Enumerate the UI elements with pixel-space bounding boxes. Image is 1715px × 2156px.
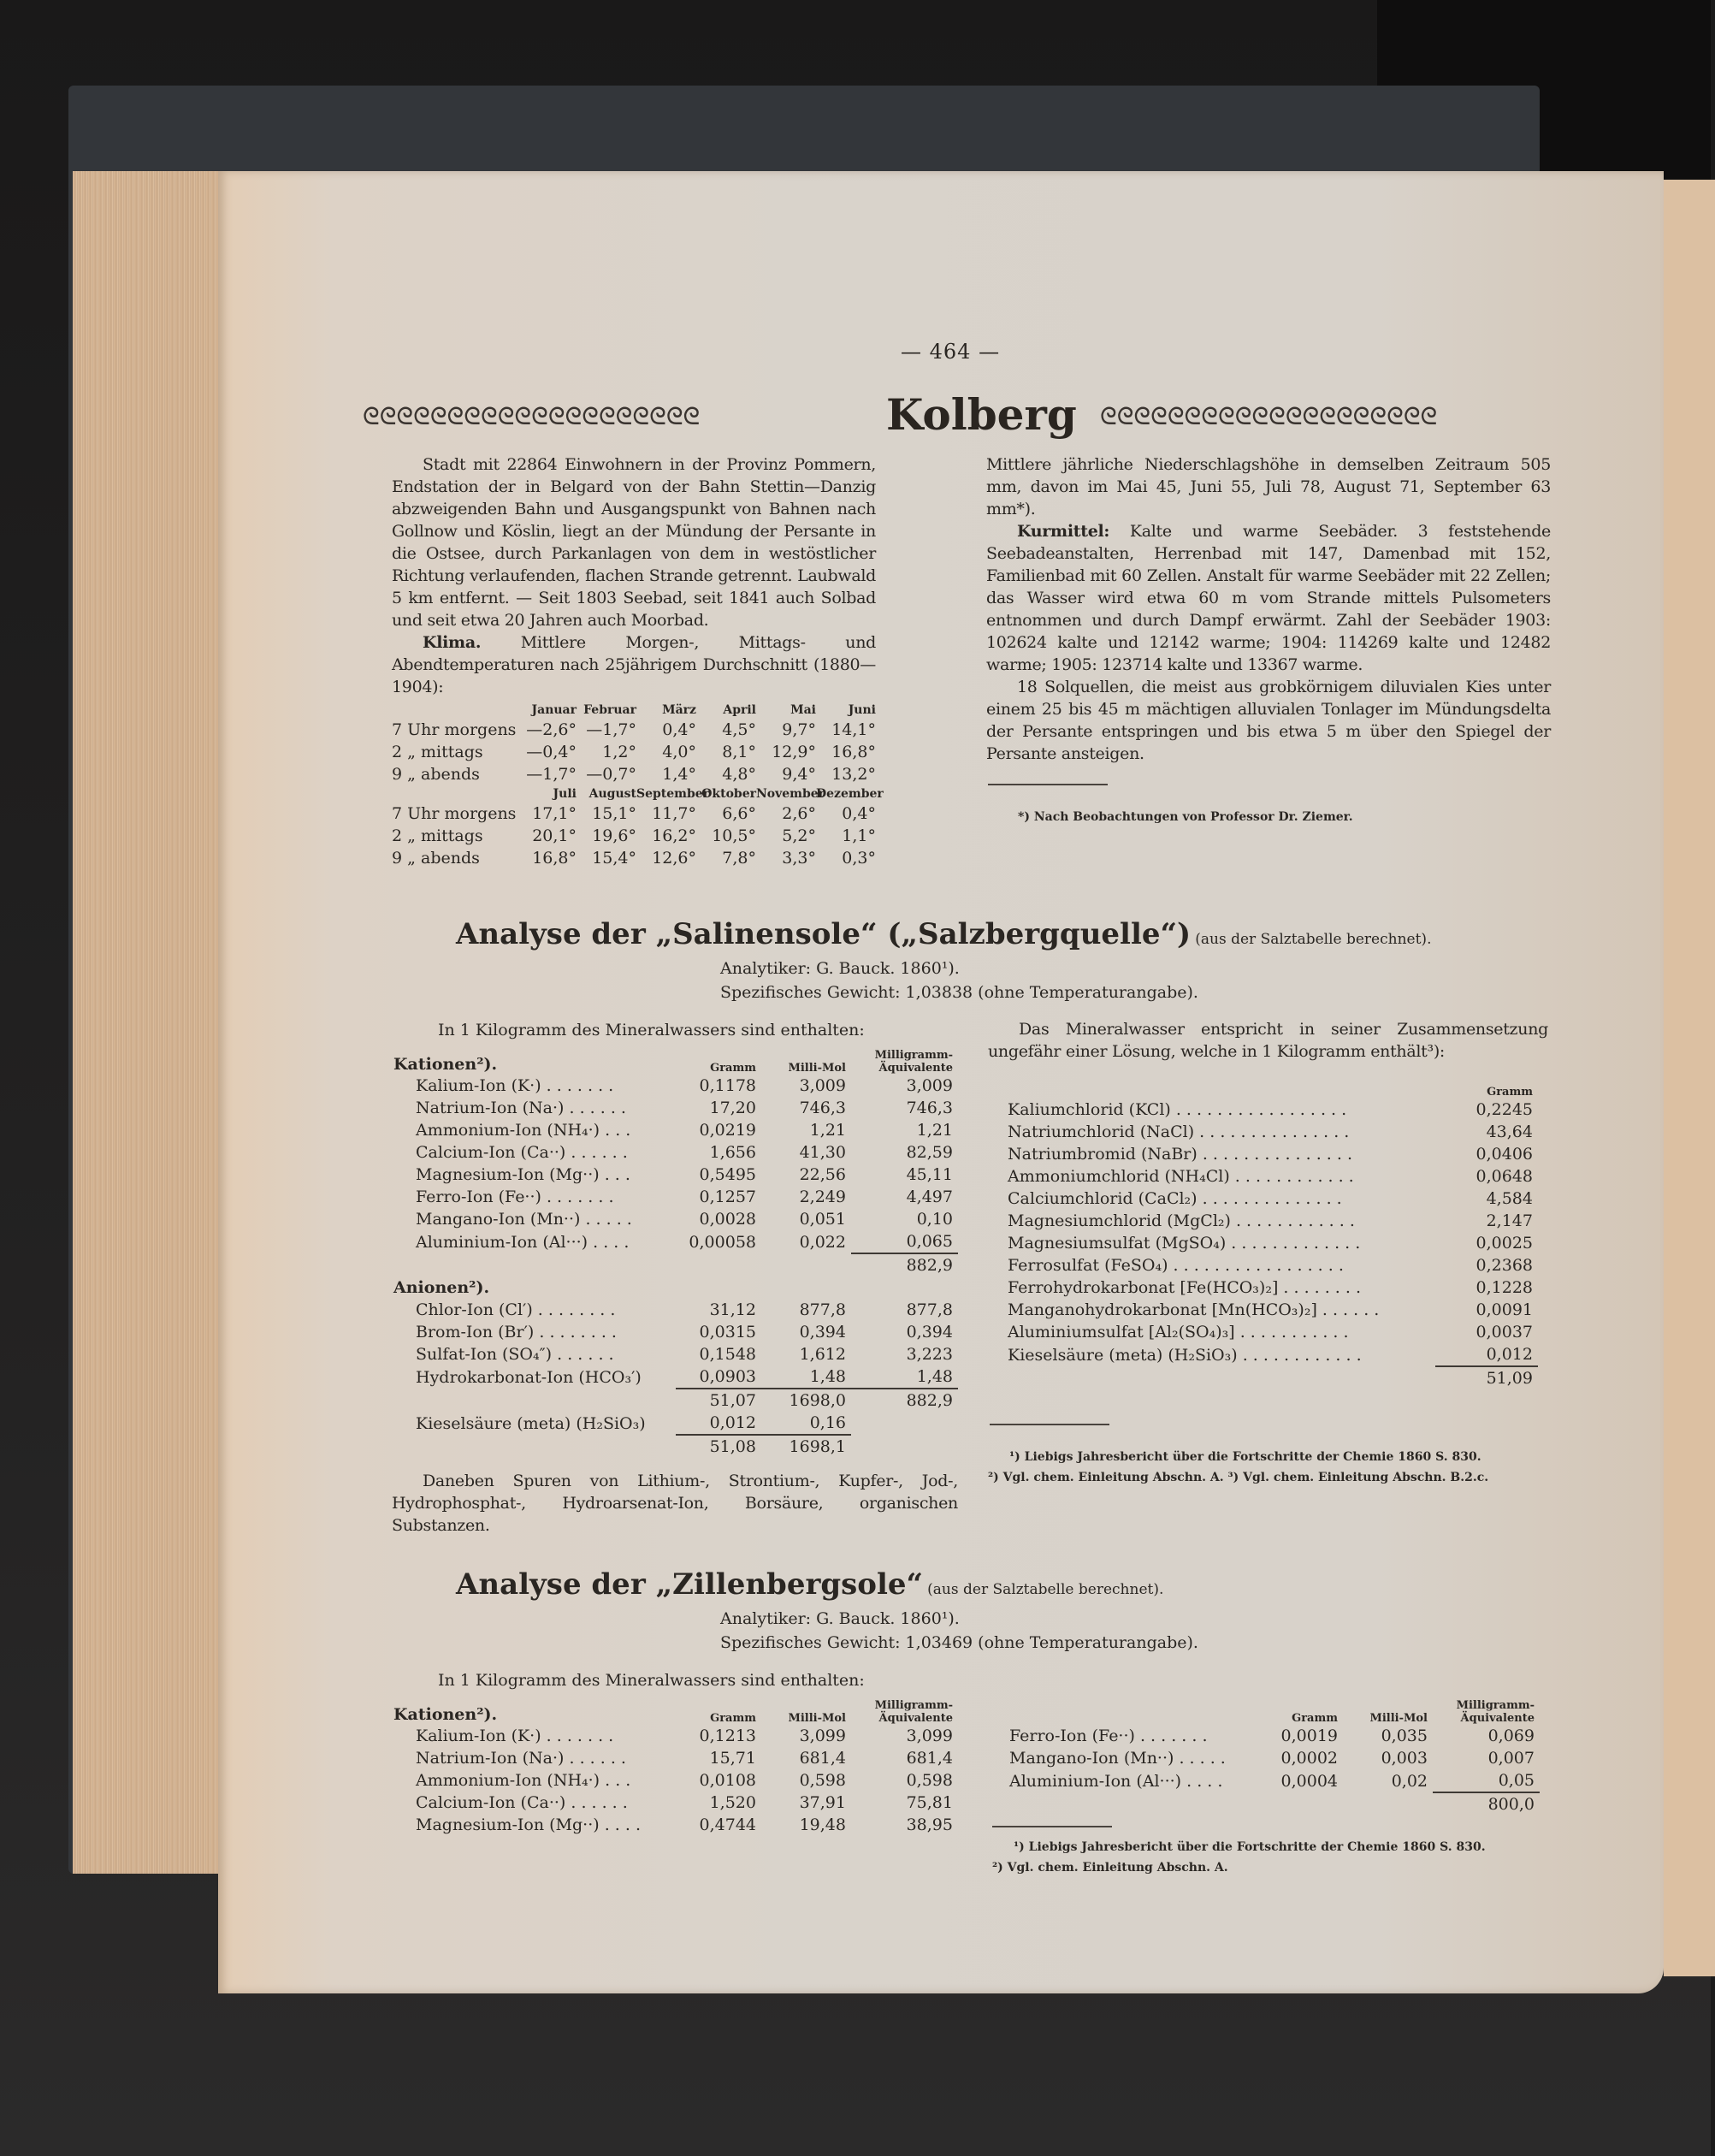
sum-spacer — [1343, 1792, 1433, 1815]
ion-name: Chlor-Ion (Cl′) . . . . . . . . — [416, 1300, 616, 1319]
analyse2-intro: In 1 Kilogramm des Mineralwassers sind enthalten: — [438, 1671, 865, 1690]
total-row — [393, 1435, 958, 1458]
time-label: 2 „ mittags — [392, 826, 483, 845]
temperature-value: —1,7° — [526, 765, 577, 784]
header-millimol: Milli-Mol — [1369, 1712, 1428, 1725]
temperature-value: 16,8° — [831, 743, 876, 761]
temperature-value: 12,6° — [652, 849, 696, 868]
temperature-value: 4,5° — [722, 720, 756, 739]
total-mmol: 1698,1 — [761, 1435, 851, 1458]
header-millimol: Milli-Mol — [788, 1062, 846, 1075]
city-details — [986, 453, 1551, 765]
salt-gramm: 0,0091 — [1475, 1300, 1533, 1319]
value-gramm: 31,12 — [709, 1300, 756, 1319]
salt-row — [1008, 1121, 1538, 1143]
ion-row — [393, 1747, 958, 1769]
analyse1-footnote-1: ¹) Liebigs Jahresbericht über die Fortschritte der Chemie 1860 S. 830. — [1009, 1450, 1481, 1464]
temperature-row — [392, 719, 876, 741]
temperature-value: —0,4° — [526, 743, 577, 761]
salt-gramm: 0,2368 — [1475, 1256, 1533, 1275]
analyse2-ion-table-left — [393, 1694, 958, 1836]
value-gramm: 0,00058 — [689, 1232, 756, 1252]
ion-name: Magnesium-Ion (Mg··) . . . — [416, 1165, 630, 1184]
temperature-value: 7,8° — [722, 849, 756, 868]
ion-name: Ferro-Ion (Fe··) . . . . . . . — [1009, 1727, 1208, 1745]
temperature-row — [392, 825, 876, 847]
ion-name: Kalium-Ion (K·) . . . . . . . — [416, 1076, 614, 1095]
temperature-value: 16,8° — [532, 849, 577, 868]
value-millimol: 3,009 — [799, 1076, 846, 1095]
sum-spacer — [1257, 1792, 1343, 1815]
month-header: Februar — [583, 703, 636, 717]
row-label-spacer — [392, 702, 517, 719]
klima-paragraph — [392, 631, 876, 698]
column-header-row — [393, 1044, 958, 1075]
value-mval: 681,4 — [906, 1749, 953, 1768]
salt-row — [1008, 1232, 1538, 1254]
value-gramm: 0,0028 — [699, 1210, 756, 1229]
temperature-value: 15,4° — [592, 849, 636, 868]
value-millimol: 22,56 — [799, 1165, 846, 1184]
ion-name: Calcium-Ion (Ca··) . . . . . . — [416, 1143, 628, 1162]
value-gramm: 15,71 — [709, 1749, 756, 1768]
value-gramm: 0,0108 — [699, 1771, 756, 1790]
value-gramm: 0,5495 — [699, 1165, 756, 1184]
temperature-value: 11,7° — [652, 804, 696, 823]
value-millimol: 0,02 — [1391, 1771, 1428, 1791]
analyse2-analytiker: Analytiker: G. Bauck. 1860¹). — [720, 1609, 960, 1628]
value-mval: 82,59 — [906, 1143, 953, 1162]
salt-row — [1008, 1343, 1538, 1366]
temperature-value: 4,0° — [662, 743, 696, 761]
temperature-row — [392, 803, 876, 825]
salt-row — [1008, 1165, 1538, 1188]
header-gramm: Gramm — [1292, 1712, 1338, 1725]
ion-row — [393, 1321, 958, 1343]
total-mval: 882,9 — [851, 1389, 958, 1412]
temperature-value: 4,8° — [722, 765, 756, 784]
salt-name: Ferrohydrokarbonat [Fe(HCO₃)₂] . . . . . . . . — [1008, 1278, 1361, 1297]
time-label: 9 „ abends — [392, 849, 480, 868]
value-millimol: 41,30 — [799, 1143, 846, 1162]
analyse1-title: Analyse der „Salinensole“ („Salzbergquelle“) — [456, 917, 1192, 951]
temperature-value: 8,1° — [722, 743, 756, 761]
temperature-value: 1,4° — [662, 765, 696, 784]
salt-row — [1008, 1143, 1538, 1165]
value-gramm: 0,1178 — [699, 1076, 756, 1095]
ion-row — [393, 1097, 958, 1119]
salt-row — [1008, 1321, 1538, 1343]
sum-mval: 882,9 — [851, 1253, 958, 1276]
header-mval: Milligramm-Äquivalente — [1456, 1699, 1535, 1725]
salt-name: Kaliumchlorid (KCl) . . . . . . . . . . . . . . . . . — [1008, 1100, 1347, 1119]
rain-paragraph: Mittlere jährliche Niederschlagshöhe in demselben Zeitraum 505 mm, davon im Mai 45, Juni 55, Juli 78, August 71, September 63 mm*). — [986, 455, 1551, 518]
analyse2-gewicht: Spezifisches Gewicht: 1,03469 (ohne Temperaturangabe). — [720, 1633, 1198, 1652]
sum-spacer — [393, 1389, 676, 1412]
value-mval: 877,8 — [906, 1300, 953, 1319]
salt-total: 51,09 — [1435, 1366, 1538, 1389]
total-mmol: 1698,0 — [761, 1389, 851, 1412]
salt-gramm: 0,2245 — [1475, 1100, 1533, 1119]
header-mval: Milligramm-Äquivalente — [874, 1699, 953, 1725]
month-header: Januar — [531, 703, 577, 717]
value-millimol: 0,051 — [799, 1210, 846, 1229]
salt-total-row — [1008, 1366, 1538, 1389]
ion-name: Brom-Ion (Br′) . . . . . . . . — [416, 1323, 617, 1342]
column-header-row — [393, 1694, 958, 1725]
value-millimol: 1,612 — [799, 1345, 846, 1364]
analyse1-footnote-2: ²) Vgl. chem. Einleitung Abschn. A. ³) Vgl. chem. Einleitung Abschn. B.2.c. — [988, 1471, 1489, 1484]
value-millimol: 0,035 — [1381, 1727, 1428, 1745]
temperature-value: 13,2° — [831, 765, 876, 784]
temperature-value: —0,7° — [586, 765, 636, 784]
month-header-row — [392, 785, 876, 803]
salt-name: Manganohydrokarbonat [Mn(HCO₃)₂] . . . . . . — [1008, 1300, 1380, 1319]
value-gramm: 0,0903 — [699, 1367, 756, 1386]
salt-name: Magnesiumsulfat (MgSO₄) . . . . . . . . . . . . . — [1008, 1234, 1361, 1253]
ion-row — [393, 1208, 958, 1230]
month-header: Oktober — [701, 787, 756, 801]
ion-row — [393, 1186, 958, 1208]
ion-row — [393, 1119, 958, 1141]
time-label: 2 „ mittags — [392, 743, 483, 761]
row-label-spacer — [392, 785, 517, 803]
total-g: 51,07 — [676, 1389, 761, 1412]
value-mval: 0,05 — [1498, 1771, 1535, 1790]
sum-spacer — [393, 1435, 676, 1458]
salt-gramm: 0,012 — [1486, 1345, 1533, 1364]
value-mval: 4,497 — [906, 1188, 953, 1206]
ion-name: Natrium-Ion (Na·) . . . . . . — [416, 1749, 626, 1768]
spacer — [851, 1412, 958, 1435]
salt-row — [1008, 1299, 1538, 1321]
salt-name: Ferrosulfat (FeSO₄) . . . . . . . . . . . . . . . . . — [1008, 1256, 1344, 1275]
sum-spacer — [761, 1253, 851, 1276]
salt-row — [1008, 1099, 1538, 1121]
value-millimol: 877,8 — [799, 1300, 846, 1319]
temperature-value: 5,2° — [782, 826, 816, 845]
value-millimol: 681,4 — [799, 1749, 846, 1768]
temperature-value: 0,4° — [842, 804, 876, 823]
climate-table — [392, 702, 884, 869]
sum-row — [1009, 1792, 1540, 1815]
ion-row — [393, 1230, 958, 1253]
spacer — [851, 1435, 958, 1458]
salt-gramm: 43,64 — [1486, 1122, 1533, 1141]
value-gramm: 0,012 — [709, 1413, 756, 1432]
value-gramm: 1,520 — [709, 1793, 756, 1812]
salt-header-row — [1008, 1068, 1538, 1099]
temperature-value: 14,1° — [831, 720, 876, 739]
header-spacer — [1009, 1694, 1257, 1725]
value-millimol: 1,48 — [809, 1367, 846, 1386]
header-gramm: Gramm — [1487, 1086, 1533, 1099]
value-gramm: 0,1213 — [699, 1727, 756, 1745]
ion-name: Hydrokarbonat-Ion (HCO₃′) — [416, 1367, 642, 1387]
analyse1-analytiker: Analytiker: G. Bauck. 1860¹). — [720, 959, 960, 978]
footnote-rule — [988, 784, 1108, 785]
sum-spacer — [393, 1253, 676, 1276]
ion-row — [393, 1365, 958, 1389]
value-gramm: 0,0315 — [699, 1323, 756, 1342]
value-gramm: 0,0219 — [699, 1121, 756, 1140]
ion-row — [393, 1164, 958, 1186]
total-g: 51,08 — [676, 1435, 761, 1458]
ion-name: Ammonium-Ion (NH₄·) . . . — [416, 1121, 631, 1140]
value-millimol: 746,3 — [799, 1099, 846, 1117]
month-header: Dezember — [816, 787, 884, 801]
temperature-value: 1,1° — [842, 826, 876, 845]
city-footnote: *) Nach Beobachtungen von Professor Dr. Ziemer. — [1018, 810, 1353, 824]
intro-paragraph: Stadt mit 22864 Einwohnern in der Provinz Pommern, Endstation der in Belgard von der Bahn Stettin—Danzig abzweigenden Bahn und Ausgangspunkt von Bahnen nach Gollnow und Köslin, liegt an der Mündung der Persante in die Ostsee, durch Parkanlagen von dem in westöstlicher Richtung verlaufenden, flachen Strande getrennt. Laubwald 5 km entfernt. — Seit 1803 Seebad, seit 1841 auch Solbad und seit etwa 20 Jahren auch Moorbad. — [392, 455, 876, 630]
temperature-value: 9,4° — [782, 765, 816, 784]
ion-row — [393, 1792, 958, 1814]
month-header: September — [636, 787, 710, 801]
ion-row — [1009, 1747, 1540, 1769]
value-millimol: 0,598 — [799, 1771, 846, 1790]
kurmittel-paragraph — [986, 520, 1551, 676]
month-header: April — [723, 703, 756, 717]
group-label: Anionen²). — [393, 1278, 490, 1297]
value-mval: 75,81 — [906, 1793, 953, 1812]
sum-spacer — [1009, 1792, 1257, 1815]
temperature-value: 0,3° — [842, 849, 876, 868]
salt-gramm: 4,584 — [1486, 1189, 1533, 1208]
salt-name: Calciumchlorid (CaCl₂) . . . . . . . . . . . . . . — [1008, 1189, 1342, 1208]
ion-name: Aluminium-Ion (Al···) . . . . — [416, 1232, 630, 1252]
value-mval: 0,598 — [906, 1771, 953, 1790]
value-mval: 0,007 — [1487, 1749, 1535, 1768]
month-header: Juni — [848, 703, 876, 717]
ion-name: Mangano-Ion (Mn··) . . . . . — [416, 1210, 632, 1229]
value-mval: 0,065 — [906, 1232, 953, 1251]
temperature-value: 9,7° — [782, 720, 816, 739]
value-mval: 1,21 — [916, 1121, 953, 1140]
salt-row — [1008, 1188, 1538, 1210]
month-header: August — [588, 787, 636, 801]
ion-row — [393, 1725, 958, 1747]
month-header-row — [392, 702, 876, 719]
temperature-value: 17,1° — [532, 804, 577, 823]
temperature-row — [392, 847, 876, 869]
salt-gramm: 0,1228 — [1475, 1278, 1533, 1297]
salt-intro-text: Das Mineralwasser entspricht in seiner Zusammensetzung ungefähr einer Lösung, welche in 1 Kilogramm enthält³): — [988, 1020, 1548, 1061]
value-mval: 0,394 — [906, 1323, 953, 1342]
analyse2-note: (aus der Salztabelle berechnet). — [927, 1581, 1164, 1598]
value-millimol: 0,394 — [799, 1323, 846, 1342]
value-mval: 0,10 — [916, 1210, 953, 1229]
spuren-text: Daneben Spuren von Lithium-, Strontium-, Kupfer-, Jod-, Hydrophosphat-, Hydroarsenat-Ion, Borsäure, organischen Substanzen. — [392, 1472, 958, 1535]
value-gramm: 0,0002 — [1280, 1749, 1338, 1768]
temperature-value: 15,1° — [592, 804, 636, 823]
kurmittel-label: Kurmittel: — [1017, 522, 1110, 541]
temperature-value: 19,6° — [592, 826, 636, 845]
salt-name: Kieselsäure (meta) (H₂SiO₃) . . . . . . . . . . . . — [1008, 1345, 1362, 1365]
temperature-value: 6,6° — [722, 804, 756, 823]
value-mval: 38,95 — [906, 1815, 953, 1834]
time-label: 7 Uhr morgens — [392, 804, 517, 823]
temperature-value: 12,9° — [772, 743, 816, 761]
time-label: 9 „ abends — [392, 765, 480, 784]
solquellen-paragraph: 18 Solquellen, die meist aus grobkörnigem diluvialen Kies unter einem 25 bis 45 m mächtigen alluvialen Tonlager im Mündungsdelta der Persante entspringen und bis etwa 5 m über den Spiegel der Persante ansteigen. — [986, 678, 1551, 763]
value-gramm: 0,0004 — [1280, 1771, 1338, 1791]
header-millimol: Milli-Mol — [788, 1712, 846, 1725]
temperature-value: 3,3° — [782, 849, 816, 868]
analyse1-intro: In 1 Kilogramm des Mineralwassers sind enthalten: — [438, 1021, 865, 1040]
salt-row — [1008, 1254, 1538, 1276]
value-gramm: 0,0019 — [1280, 1727, 1338, 1745]
value-mval: 746,3 — [906, 1099, 953, 1117]
month-header: Juli — [553, 787, 577, 801]
value-millimol: 1,21 — [809, 1121, 846, 1140]
ion-name: Aluminium-Ion (Al···) . . . . — [1009, 1771, 1223, 1791]
ion-name: Natrium-Ion (Na·) . . . . . . — [416, 1099, 626, 1117]
sum-mval: 800,0 — [1433, 1792, 1540, 1815]
analyse2-title: Analyse der „Zillenbergsole“ — [456, 1567, 924, 1602]
salt-name: Magnesiumchlorid (MgCl₂) . . . . . . . . . . . . — [1008, 1211, 1355, 1230]
temperature-value: 16,2° — [652, 826, 696, 845]
salt-row — [1008, 1210, 1538, 1232]
ion-name: Kieselsäure (meta) (H₂SiO₃) — [416, 1413, 646, 1433]
temperature-value: 1,2° — [602, 743, 636, 761]
temperature-value: 2,6° — [782, 804, 816, 823]
ion-row — [1009, 1769, 1540, 1792]
analyse2-footnote-1: ¹) Liebigs Jahresbericht über die Fortschritte der Chemie 1860 S. 830. — [1014, 1840, 1486, 1854]
spacer — [1008, 1366, 1435, 1389]
header-gramm: Gramm — [710, 1712, 756, 1725]
analyse2-footnote-2: ²) Vgl. chem. Einleitung Abschn. A. — [992, 1861, 1228, 1875]
value-millimol: 0,022 — [799, 1232, 846, 1252]
value-gramm: 0,4744 — [699, 1815, 756, 1834]
ion-row — [393, 1141, 958, 1164]
salt-row — [1008, 1276, 1538, 1299]
value-mval: 0,069 — [1487, 1727, 1535, 1745]
analyse1-salt-intro — [988, 1018, 1548, 1063]
value-millimol: 0,16 — [809, 1413, 846, 1432]
ion-name: Ammonium-Ion (NH₄·) . . . — [416, 1771, 631, 1790]
analyse1-ion-table — [393, 1044, 958, 1458]
sum-spacer — [676, 1253, 761, 1276]
ion-row — [393, 1299, 958, 1321]
analyse2-ion-table-right — [1009, 1694, 1540, 1815]
page-number: — 464 — — [901, 340, 1001, 364]
ion-row — [393, 1343, 958, 1365]
temperature-row — [392, 741, 876, 763]
temperature-value: 20,1° — [532, 826, 577, 845]
value-gramm: 0,1548 — [699, 1345, 756, 1364]
value-millimol: 3,099 — [799, 1727, 846, 1745]
temperature-row — [392, 763, 876, 785]
value-mval: 1,48 — [916, 1367, 953, 1386]
ion-row — [393, 1075, 958, 1097]
kurmittel-text: Kalte und warme Seebäder. 3 feststehende Seebadeanstalten, Herrenbad mit 147, Damenbad mit 152, Familienbad mit 60 Zellen. Anstalt für warme Seebäder mit 22 Zellen; das Wasser wird etwa 60 m vom Strande mittels Pulsometers entnommen und durch Dampf erwärmt. Zahl der Seebäder 1903: 102624 kalte und 12142 warme; 1904: 114269 kalte und 12482 warme; 1905: 123714 kalte und 13367 warme. — [986, 522, 1551, 674]
kieselsaeure-row — [393, 1412, 958, 1435]
value-mval: 3,099 — [906, 1727, 953, 1745]
column-header-row — [1009, 1694, 1540, 1725]
header-spacer — [1008, 1068, 1435, 1099]
month-header: März — [662, 703, 696, 717]
total-row — [393, 1389, 958, 1412]
time-label: 7 Uhr morgens — [392, 720, 517, 739]
ion-row — [1009, 1725, 1540, 1747]
group-label: Kationen²). — [393, 1705, 498, 1724]
value-gramm: 17,20 — [709, 1099, 756, 1117]
temperature-value: 0,4° — [662, 720, 696, 739]
month-header: Mai — [790, 703, 816, 717]
klima-label: Klima. — [423, 633, 482, 652]
analyse1-spuren — [392, 1470, 958, 1537]
salt-name: Natriumchlorid (NaCl) . . . . . . . . . . . . . . . — [1008, 1122, 1350, 1141]
salt-gramm: 0,0037 — [1475, 1323, 1533, 1342]
sum-row — [393, 1253, 958, 1276]
value-mval: 3,009 — [906, 1076, 953, 1095]
ornament-right-icon: ᘓᘓᘓᘓᘓᘓᘓᘓᘓᘓᘓᘓᘓᘓᘓᘓᘓᘓᘓᘓ — [1100, 402, 1438, 430]
month-header: November — [756, 787, 825, 801]
analyse1-note: (aus der Salztabelle berechnet). — [1195, 931, 1432, 948]
value-mval: 45,11 — [906, 1165, 953, 1184]
salt-gramm: 2,147 — [1486, 1211, 1533, 1230]
temperature-value: 10,5° — [712, 826, 756, 845]
value-millimol: 2,249 — [799, 1188, 846, 1206]
ion-row — [393, 1769, 958, 1792]
ion-name: Kalium-Ion (K·) . . . . . . . — [416, 1727, 614, 1745]
ornament-left-icon: ᘓᘓᘓᘓᘓᘓᘓᘓᘓᘓᘓᘓᘓᘓᘓᘓᘓᘓᘓᘓ — [363, 402, 701, 430]
salt-gramm: 0,0025 — [1475, 1234, 1533, 1253]
salt-name: Ammoniumchlorid (NH₄Cl) . . . . . . . . . . . . — [1008, 1167, 1354, 1186]
group-label-row — [393, 1276, 958, 1299]
ion-name: Mangano-Ion (Mn··) . . . . . — [1009, 1749, 1226, 1768]
city-title: Kolberg — [886, 389, 1077, 440]
ion-name: Magnesium-Ion (Mg··) . . . . — [416, 1815, 641, 1834]
value-gramm: 0,1257 — [699, 1188, 756, 1206]
ion-name: Calcium-Ion (Ca··) . . . . . . — [416, 1793, 628, 1812]
analyse1-gewicht: Spezifisches Gewicht: 1,03838 (ohne Temperaturangabe). — [720, 983, 1198, 1002]
footnote-rule-3 — [992, 1826, 1112, 1827]
ion-row — [393, 1814, 958, 1836]
salt-name: Natriumbromid (NaBr) . . . . . . . . . . . . . . . — [1008, 1145, 1352, 1164]
temperature-value: —1,7° — [586, 720, 636, 739]
salt-name: Aluminiumsulfat [Al₂(SO₄)₃] . . . . . . . . . . . — [1008, 1323, 1349, 1342]
value-millimol: 19,48 — [799, 1815, 846, 1834]
klima-text: Mittlere Morgen-, Mittags- und Abendtemperaturen nach 25jährigem Durchschnitt (1880—1904): — [392, 633, 876, 696]
header-mval: Milligramm-Äquivalente — [874, 1049, 953, 1075]
header-gramm: Gramm — [710, 1062, 756, 1075]
value-gramm: 1,656 — [709, 1143, 756, 1162]
value-mval: 3,223 — [906, 1345, 953, 1364]
value-millimol: 37,91 — [799, 1793, 846, 1812]
salt-gramm: 0,0406 — [1475, 1145, 1533, 1164]
temperature-value: —2,6° — [526, 720, 577, 739]
ion-name: Sulfat-Ion (SO₄″) . . . . . . — [416, 1345, 614, 1364]
value-millimol: 0,003 — [1381, 1749, 1428, 1768]
city-heading — [363, 389, 1560, 441]
analyse1-salt-table — [1008, 1068, 1538, 1389]
analyse2-heading — [456, 1566, 1163, 1603]
ion-name: Ferro-Ion (Fe··) . . . . . . . — [416, 1188, 614, 1206]
group-label: Kationen²). — [393, 1055, 498, 1074]
footnote-rule-2 — [990, 1424, 1109, 1425]
analyse1-heading — [456, 915, 1431, 953]
city-description — [392, 453, 876, 698]
salt-gramm: 0,0648 — [1475, 1167, 1533, 1186]
